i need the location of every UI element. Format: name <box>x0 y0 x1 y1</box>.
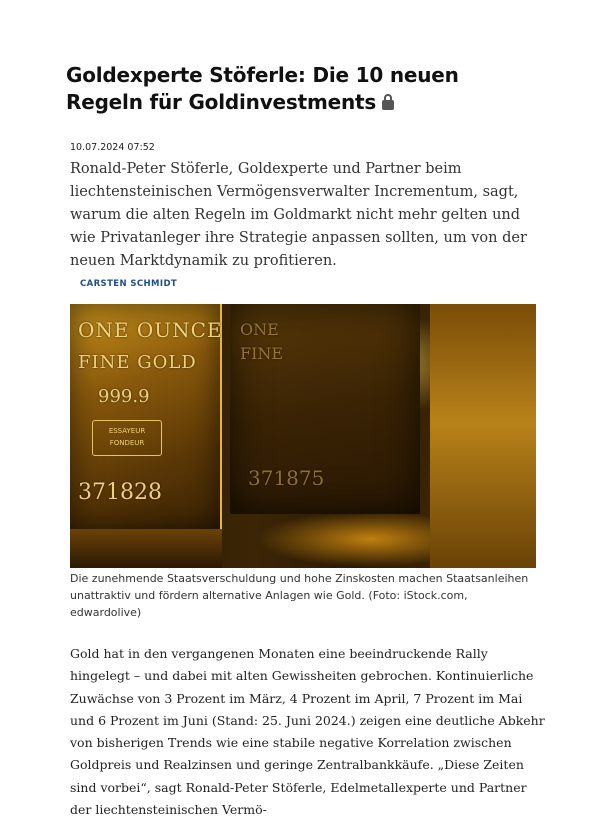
bar-engraving-serial: 371828 <box>78 480 162 505</box>
bar-engraving-ounce: ONE OUNCE <box>78 318 223 342</box>
gold-bar-back <box>430 304 536 568</box>
article-title-text: Goldexperte Stöferle: Die 10 neuen Regeln für Goldinvestments <box>66 63 459 114</box>
gold-bar-front-edge <box>70 529 222 568</box>
author-link[interactable]: CARSTEN SCHMIDT <box>80 279 178 289</box>
article-body: Gold hat in den vergangenen Monaten eine beeindruckende Rally hingelegt – und dabei mit alten Gewissheiten gebrochen. Kontinuierliche Zuwächse von 3 Prozent im März, 4 Prozent im April, 7 Prozent im Mai und 6 Prozent im Juni (Stand: 25. Juni 2024.) zeigen eine deutliche Abkehr von bisherigen Trends wie eine stabile negative Korrelation zwischen Goldpreis und Realzinsen und geringe Zentralbankkäufe. „Diese Zeiten sind vorbei“, sagt Ronald-Peter Stöferle, Edelmetallexperte und Partner der liechtensteinischen Vermö- <box>70 646 545 818</box>
previous-content-edge <box>70 0 530 4</box>
publish-date: 10.07.2024 07:52 <box>70 142 155 153</box>
second-bar-engraving-1: ONE <box>240 320 279 339</box>
bar-assayer-stamp: ESSAYEUR FONDEUR <box>92 420 162 456</box>
lock-icon <box>382 100 394 110</box>
second-bar-engraving-2: FINE <box>240 344 284 363</box>
second-bar-serial: 371875 <box>248 466 325 490</box>
article-title <box>66 62 536 116</box>
bar-engraving-fine-gold: FINE GOLD <box>78 352 197 373</box>
image-caption: Die zunehmende Staatsverschuldung und hohe Zinskosten machen Staatsanleihen unattraktiv und fördern alternative Anlagen wie Gold. (Foto: iStock.com, edwardolive) <box>70 572 529 619</box>
bar-engraving-purity: 999.9 <box>98 386 150 407</box>
article-lead: Ronald-Peter Stöferle, Goldexperte und Partner beim liechtensteinischen Vermögensverwalter Incrementum, sagt, warum die alten Regeln im Goldmarkt nicht mehr gelten und wie Privatanleger ihre Strategie anpassen sollten, um von der neuen Marktdynamik zu profitieren. <box>70 161 527 269</box>
hero-image-gold-bars <box>70 304 536 568</box>
